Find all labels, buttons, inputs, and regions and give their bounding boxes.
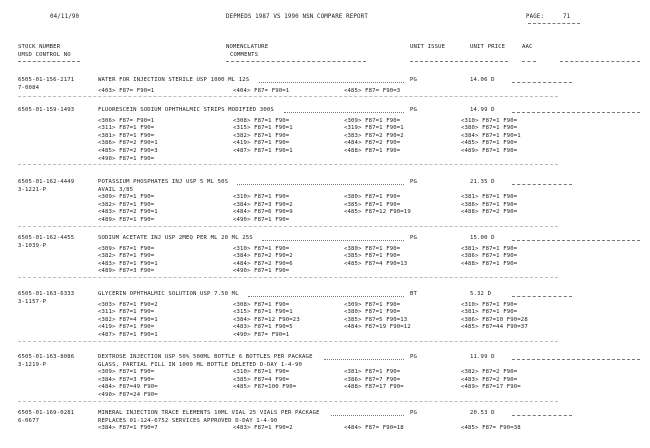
facility-count: <384> F87=3 F90=: [98, 376, 155, 383]
facility-count: <483> F87=1 F90=5: [233, 324, 293, 331]
facility-count: <386> F87=1 F90=: [461, 201, 518, 208]
facility-count: <309> F87=1 F90=: [98, 194, 155, 201]
facility-count: <485> F87=12 F90=19: [344, 209, 411, 216]
nomenclature: FLUORESCEIN SODIUM OPHTHALMIC STRIPS MODIFIED 300S: [98, 107, 274, 113]
control-number: 7-0084: [18, 84, 40, 91]
stock-number: 6505-01-162-4455: [18, 235, 75, 241]
facility-count: <381> F87=1 F90=: [461, 245, 518, 252]
facility-count: <489> F87=17 F90=: [461, 384, 521, 391]
unit-issue: PG: [410, 235, 418, 241]
leader-line: [324, 359, 404, 360]
page-number: 71: [563, 14, 571, 20]
unit-issue: PG: [410, 179, 418, 185]
nomenclature: WATER FOR INJECTION STERILE USP 1000 ML 12S: [98, 77, 250, 83]
leader-line-right: [512, 296, 572, 297]
entry-separator: [18, 164, 558, 165]
facility-count: <309> F87=1 F90=: [344, 117, 401, 124]
control-number: 6-0677: [18, 417, 40, 424]
stock-number: 6505-01-162-4449: [18, 179, 75, 185]
facility-count: <380> F87=1 F90=: [344, 194, 401, 201]
facility-count: <309> F87=1 F90=: [98, 245, 155, 252]
facility-count: <419> F87=1 F90=: [98, 324, 155, 331]
col-unit-price: UNIT PRICE: [470, 44, 506, 50]
facility-count: <381> F87=1 F90=: [98, 132, 155, 139]
header-rule-right: [560, 61, 640, 62]
facility-count: <489> F87=1 F90=: [461, 148, 518, 154]
unit-issue: BT: [410, 291, 418, 297]
page-label: PAGE:: [526, 14, 545, 20]
entry-separator: [18, 341, 558, 342]
unit-price: 11.99 D: [470, 354, 495, 360]
facility-count: <485> F87=4 F90=13: [344, 260, 408, 267]
leader-line: [262, 240, 404, 241]
col-stock-number: STOCK NUMBER: [18, 44, 61, 50]
facility-count: <385> F87=4 F90=: [233, 376, 290, 383]
facility-count: <485> F87=44 F90=37: [461, 324, 528, 331]
facility-count: <381> F87=1 F90=: [461, 194, 518, 201]
unit-issue: PG: [410, 354, 418, 360]
unit-price: 15.00 D: [470, 235, 495, 241]
page-rule: [528, 23, 580, 24]
leader-line-right: [512, 184, 572, 185]
facility-count: <310> F87=1 F90=: [461, 117, 518, 124]
facility-count: <488> F87=2 F90=: [461, 209, 518, 216]
facility-count: <311> F87=1 F90=: [98, 125, 155, 132]
report-title: DEPMEDS 1987 VS 1990 NSN COMPARE REPORT: [226, 14, 368, 20]
facility-count: <484> F87=6 F90=9: [233, 209, 293, 216]
facility-count: <487> F87=1 F90=1: [233, 148, 293, 154]
facility-count: <488> F87=1 F90=: [344, 148, 401, 154]
facility-count: <489> F87=3 F90=: [98, 268, 155, 275]
facility-count: <386> F87=2 F90=1: [98, 140, 158, 147]
stock-number: 6505-01-156-2171: [18, 77, 75, 83]
facility-count: <485> F87=100 F90=: [233, 384, 297, 391]
unit-issue: PG: [410, 410, 418, 416]
stock-number: 6505-01-169-0281: [18, 410, 75, 416]
facility-count: <487> F87=1 F90=1: [98, 332, 158, 338]
facility-count: <485> F87=2 F90=3: [98, 148, 158, 154]
facility-count: <381> F87=1 F90=: [344, 369, 401, 376]
facility-count: <489> F87=1 F90=: [98, 217, 155, 223]
nomenclature: GLYCERIN OPHTHALMIC SOLUTION USP 7.50 ML: [98, 291, 239, 297]
facility-count: <484> F87=2 F90=6: [233, 260, 293, 267]
leader-line: [331, 415, 404, 416]
nomenclature: POTASSIUM PHOSPHATES INJ USP 5 ML 50S: [98, 179, 229, 185]
leader-line-right: [512, 415, 572, 416]
entry-separator: [18, 96, 558, 97]
leader-line-right: [512, 112, 640, 113]
control-number: 3-1039-P: [18, 242, 47, 249]
control-number: 3-1157-P: [18, 298, 47, 305]
facility-count: <386> F87=1 F90=: [461, 253, 518, 260]
col-unit-issue: UNIT ISSUE: [410, 44, 446, 50]
entry-separator: [18, 401, 558, 402]
facility-count: <382> F87=4 F90=1: [98, 316, 158, 323]
header-rule-nomenclature: [226, 61, 366, 62]
facility-count: <483> F87=1 F90=2: [233, 425, 293, 432]
header-rule-stock: [18, 61, 80, 62]
facility-count: <384> F87=1 F90=7: [98, 425, 158, 432]
facility-count: <386> F87=10 F90=28: [461, 316, 528, 323]
facility-count: <484> F87=49 F90=: [98, 384, 158, 391]
facility-count: <315> F87=1 F90=1: [233, 125, 293, 132]
facility-count: <385> F87=1 F90=: [344, 201, 401, 208]
facility-count: <403> F87= F90=1: [98, 87, 155, 94]
facility-count: <485> F87= F90=3: [344, 87, 401, 94]
unit-price: 14.99 D: [470, 107, 495, 113]
comments: AVAIL 3/85: [98, 186, 134, 193]
leader-line: [248, 296, 404, 297]
facility-count: <385> F87=5 F90=13: [344, 316, 408, 323]
facility-count: <382> F87=1 F90=: [98, 201, 155, 208]
facility-count: <311> F87=1 F90=: [98, 309, 155, 316]
facility-count: <490> F87= F90=1: [233, 332, 290, 338]
facility-count: <306> F87= F90=1: [98, 117, 155, 124]
facility-count: <382> F87=1 F90=: [233, 132, 290, 139]
facility-count: <382> F87=2 F90=: [461, 369, 518, 376]
facility-count: <303> F87=1 F90=2: [98, 301, 158, 308]
facility-count: <309> F87=1 F90=: [98, 369, 155, 376]
facility-count: <382> F87=1 F90=: [98, 253, 155, 260]
facility-count: <485> F87=1 F90=: [461, 140, 518, 147]
facility-count: <483> F87=1 F90=1: [98, 260, 158, 267]
stock-number: 6505-01-163-6333: [18, 291, 75, 297]
facility-count: <483> F87=2 F90=: [461, 376, 518, 383]
comments: REPLACES 01-124-6752 SERVICES APPROVED D-DAY 1-4-90: [98, 417, 278, 424]
facility-count: <310> F87=1 F90=: [461, 301, 518, 308]
col-comments: COMMENTS: [230, 52, 259, 58]
facility-count: <490> F87=1 F90=: [98, 155, 155, 162]
unit-price: 21.35 D: [470, 179, 495, 185]
entry-separator: [18, 226, 558, 227]
facility-count: <385> F87=1 F90=: [344, 253, 401, 260]
leader-line-right: [512, 359, 640, 360]
leader-line: [284, 112, 404, 113]
col-aac: AAC: [522, 44, 533, 50]
facility-count: <383> F87=2 F90=2: [344, 132, 404, 139]
facility-count: <490> F87=1 F90=: [233, 268, 290, 275]
leader-line-right: [512, 82, 572, 83]
facility-count: <380> F87=1 F90=: [344, 309, 401, 316]
facility-count: <488> F87=17 F90=: [344, 384, 404, 391]
facility-count: <484> F87= F90=18: [344, 425, 404, 432]
report-date: 04/11/90: [50, 14, 80, 20]
facility-count: <310> F87=1 F90=: [233, 194, 290, 201]
facility-count: <384> F87=12 F90=23: [233, 316, 300, 323]
facility-count: <380> F87=1 F90=: [461, 125, 518, 132]
stock-number: 6505-01-163-8086: [18, 354, 75, 360]
facility-count: <483> F87=2 F90=1: [98, 209, 158, 216]
facility-count: <315> F87=1 F90=1: [233, 309, 293, 316]
stock-number: 6505-01-159-1493: [18, 107, 75, 113]
facility-count: <488> F87=1 F90=: [461, 260, 518, 267]
facility-count: <384> F87=3 F90=2: [233, 201, 293, 208]
facility-count: <386> F87=7 F90=: [344, 376, 401, 383]
facility-count: <404> F87= F90=1: [233, 87, 290, 94]
control-number: 3-1219-P: [18, 361, 47, 368]
header-rule-aac: [522, 61, 536, 62]
facility-count: <490> F87=24 F90=: [98, 392, 158, 398]
leader-line-right: [512, 240, 640, 241]
facility-count: <484> F87=2 F90=: [344, 140, 401, 147]
facility-count: <485> F87= F90=38: [461, 425, 521, 432]
nomenclature: MINERAL INJECTION TRACE ELEMENTS 10ML VIAL 25 VIALS PER PACKAGE: [98, 410, 320, 416]
col-umsd-control: UMSD CONTROL NO: [18, 52, 71, 58]
nomenclature: SODIUM ACETATE INJ USP 2MEQ PER ML 20 ML 25S: [98, 235, 253, 241]
unit-issue: PG: [410, 77, 418, 83]
leader-line: [237, 184, 404, 185]
unit-price: 20.53 D: [470, 410, 495, 416]
unit-price: 14.06 D: [470, 77, 495, 83]
header-rule-unit: [410, 61, 508, 62]
facility-count: <308> F87=1 F90=: [233, 301, 290, 308]
facility-count: <419> F87=1 F90=: [233, 140, 290, 147]
facility-count: <319> F87=1 F90=1: [344, 125, 404, 132]
unit-issue: PG: [410, 107, 418, 113]
facility-count: <309> F87=1 F90=: [344, 301, 401, 308]
facility-count: <384> F87=1 F90=1: [461, 132, 521, 139]
facility-count: <490> F87=1 F90=: [233, 217, 290, 223]
facility-count: <308> F87=1 F90=: [233, 117, 290, 124]
unit-price: 5.32 D: [470, 291, 492, 297]
comments: GLASS, PARTIAL FILL IN 1000 ML BOTTLE DELETED D-DAY 1-4-90: [98, 361, 303, 368]
facility-count: <310> F87=1 F90=: [233, 369, 290, 376]
facility-count: <484> F87=19 F90=12: [344, 324, 411, 331]
facility-count: <310> F87=1 F90=: [233, 245, 290, 252]
facility-count: <380> F87=1 F90=: [344, 245, 401, 252]
facility-count: <381> F87=1 F90=: [461, 309, 518, 316]
control-number: 3-1221-P: [18, 186, 47, 193]
entry-separator: [18, 277, 558, 278]
facility-count: <384> F87=2 F90=2: [233, 253, 293, 260]
nomenclature: DEXTROSE INJECTION USP 50% 500ML BOTTLE 6 BOTTLES PER PACKAGE: [98, 354, 313, 360]
leader-line: [259, 82, 404, 83]
col-nomenclature: NOMENCLATURE: [226, 44, 269, 50]
